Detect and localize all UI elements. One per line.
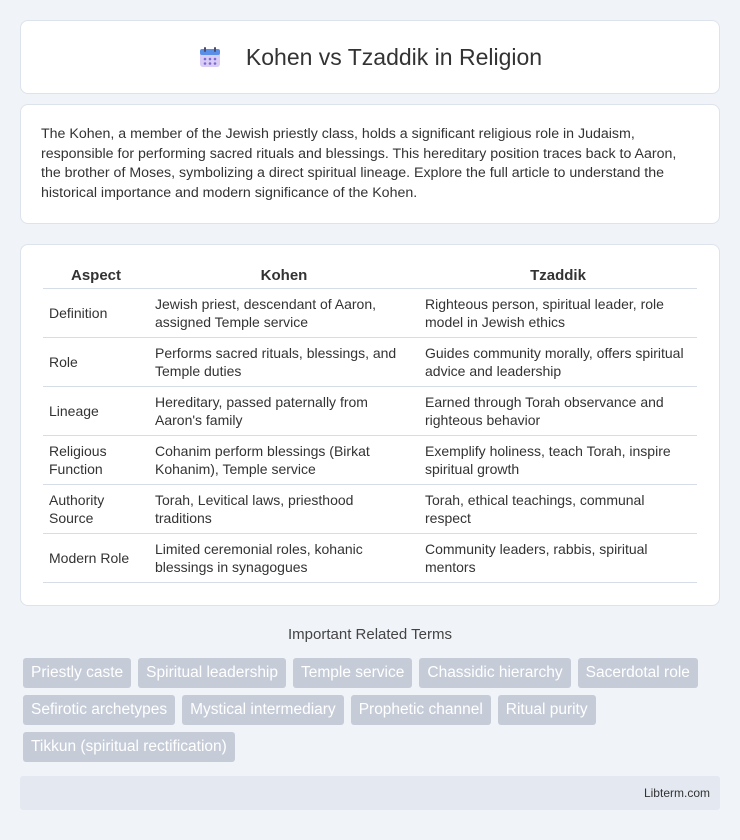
related-term-tag[interactable]: Tikkun (spiritual rectification) [23, 732, 235, 762]
table-row [43, 436, 697, 485]
column-header-kohen: Kohen [149, 263, 419, 289]
table-row [43, 485, 697, 534]
related-term-tag[interactable]: Sefirotic archetypes [23, 695, 175, 725]
table-cell-tzaddik: Righteous person, spiritual leader, role model in Jewish ethics [419, 289, 697, 338]
table-cell-kohen: Torah, Levitical laws, priesthood traditions [149, 485, 419, 534]
table-cell-tzaddik: Community leaders, rabbis, spiritual mentors [419, 534, 697, 583]
table-cell-tzaddik: Torah, ethical teachings, communal respect [419, 485, 697, 534]
table-header-row [43, 263, 697, 289]
related-term-tag[interactable]: Mystical intermediary [182, 695, 344, 725]
related-term-tag[interactable]: Spiritual leadership [138, 658, 286, 688]
table-cell-kohen: Limited ceremonial roles, kohanic blessings in synagogues [149, 534, 419, 583]
table-cell-aspect: Lineage [43, 387, 149, 436]
table-cell-aspect: Modern Role [43, 534, 149, 583]
footer-site-link[interactable]: Libterm.com [643, 786, 710, 800]
table-cell-kohen: Hereditary, passed paternally from Aaron's family [149, 387, 419, 436]
table-cell-aspect: Authority Source [43, 485, 149, 534]
table-cell-kohen: Jewish priest, descendant of Aaron, assigned Temple service [149, 289, 419, 338]
comparison-table-card [20, 244, 720, 606]
related-term-tag[interactable]: Sacerdotal role [578, 658, 698, 688]
related-term-tag[interactable]: Prophetic channel [351, 695, 491, 725]
table-row [43, 289, 697, 338]
header-card [20, 20, 720, 94]
footer [20, 776, 720, 810]
table-cell-aspect: Religious Function [43, 436, 149, 485]
related-term-tag[interactable]: Temple service [293, 658, 412, 688]
table-cell-aspect: Role [43, 338, 149, 387]
column-header-aspect: Aspect [43, 263, 149, 289]
related-terms-heading: Important Related Terms [288, 626, 452, 643]
related-term-tag[interactable]: Priestly caste [23, 658, 131, 688]
table-cell-kohen: Cohanim perform blessings (Birkat Kohanim), Temple service [149, 436, 419, 485]
column-header-tzaddik: Tzaddik [419, 263, 697, 289]
table-row [43, 387, 697, 436]
related-terms-list [23, 658, 723, 769]
table-cell-kohen: Performs sacred rituals, blessings, and Temple duties [149, 338, 419, 387]
table-row [43, 338, 697, 387]
intro-text: The Kohen, a member of the Jewish priestly class, holds a significant religious role in Judaism, responsible for performing sacred rituals and blessings. This hereditary position traces back to Aaron, the brother of Moses, symbolizing a direct spiritual lineage. Explore the full article to understand the historical importance and modern significance of the Kohen. [41, 126, 677, 201]
page-title: Kohen vs Tzaddik in Religion [245, 43, 543, 70]
table-row [43, 534, 697, 583]
related-term-tag[interactable]: Chassidic hierarchy [419, 658, 570, 688]
calendar-icon [198, 45, 222, 69]
table-cell-tzaddik: Guides community morally, offers spiritual advice and leadership [419, 338, 697, 387]
table-cell-tzaddik: Earned through Torah observance and righteous behavior [419, 387, 697, 436]
related-term-tag[interactable]: Ritual purity [498, 695, 596, 725]
table-cell-aspect: Definition [43, 289, 149, 338]
comparison-table [43, 263, 697, 583]
intro-card [20, 104, 720, 224]
table-cell-tzaddik: Exemplify holiness, teach Torah, inspire spiritual growth [419, 436, 697, 485]
